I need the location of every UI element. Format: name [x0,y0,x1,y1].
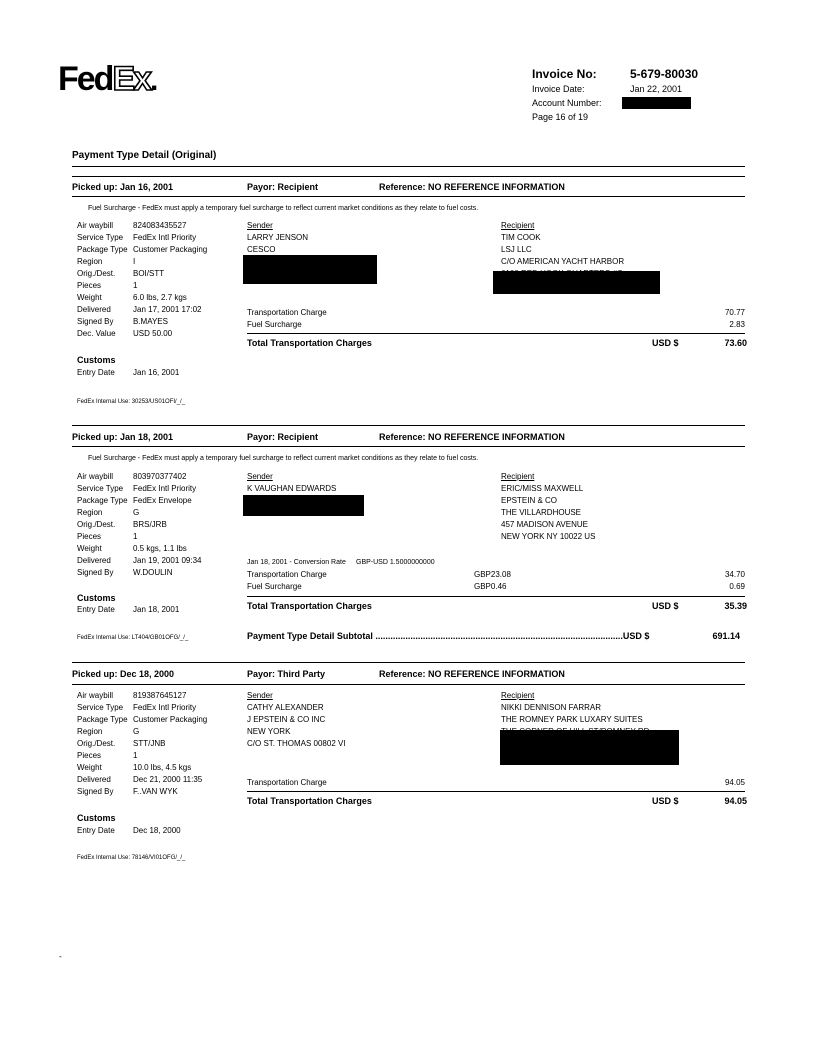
shipment-1-sender [247,220,308,256]
recipient-line: ERIC/MISS MAXWELL [501,484,584,493]
customs-heading: Customs [77,813,116,823]
service-type-value: FedEx Intl Priority [133,233,197,242]
total-currency: USD $ [652,338,679,348]
label-signed-by: Signed By [77,568,114,577]
delivered-value: Jan 19, 2001 09:34 [133,556,202,565]
label-package-type: Package Type [77,496,128,505]
sender-line: CESCO [247,245,276,254]
recipient-line: NEW YORK NY 10022 US [501,532,596,541]
total-currency: USD $ [652,601,679,611]
label-weight: Weight [77,293,102,302]
section-title-rule [72,166,745,167]
signed-by-value: W.DOULIN [133,568,173,577]
shipment-1-reference: Reference: NO REFERENCE INFORMATION [379,182,565,192]
orig-dest-value: STT/JNB [133,739,166,748]
recipient-line: THE ROMNEY PARK LUXARY SUITES [501,715,643,724]
shipment-3-header-rule [72,684,745,685]
recipient-line: C/O AMERICAN YACHT HARBOR [501,257,625,266]
package-type-value: Customer Packaging [133,715,208,724]
label-air-waybill: Air waybill [77,221,114,230]
recipient-heading: Recipient [501,221,535,230]
shipment-2-top-rule [72,425,745,426]
entry-date-value: Jan 18, 2001 [133,605,180,614]
label-delivered: Delivered [77,305,111,314]
shipment-2-sender [247,471,336,495]
total-label: Total Transportation Charges [247,601,372,611]
shipment-2-picked-up: Picked up: Jan 18, 2001 [72,432,174,442]
label-service-type: Service Type [77,233,124,242]
account-number-label: Account Number: [532,98,602,108]
entry-date-label: Entry Date [77,605,115,614]
sender-line: K VAUGHAN EDWARDS [247,484,337,493]
sender-heading: Sender [247,221,273,230]
shipment-1-values [133,220,207,340]
sender-line: CATHY ALEXANDER [247,703,324,712]
label-region: Region [77,727,103,736]
invoice-no-label: Invoice No: [532,67,597,81]
weight-value: 6.0 lbs, 2.7 kgs [133,293,187,302]
entry-date-label: Entry Date [77,826,115,835]
air-waybill-value: 824083435527 [133,221,187,230]
recipient-line: THE VILLARDHOUSE [501,508,582,517]
fuel-surcharge-label: Fuel Surcharge [247,582,302,591]
service-type-value: FedEx Intl Priority [133,703,197,712]
signed-by-value: B.MAYES [133,317,168,326]
shipment-3-labels [77,690,128,798]
recipient-line: NIKKI DENNISON FARRAR [501,703,602,712]
label-orig-dest: Orig./Dest. [77,739,116,748]
conversion-rate: GBP-USD 1.5000000000 [356,559,435,566]
redaction-recipient-address [500,730,679,765]
delivered-value: Jan 17, 2001 17:02 [133,305,202,314]
transportation-charge-label: Transportation Charge [247,570,327,579]
transportation-charge-label: Transportation Charge [247,778,327,787]
weight-value: 0.5 kgs, 1.1 lbs [133,544,187,553]
dec-value-value: USD 50.00 [133,329,173,338]
label-weight: Weight [77,763,102,772]
shipment-2-fuel-note: Fuel Surcharge - FedEx must apply a temporary fuel surcharge to reflect current market conditions as they relate to fuel costs. [88,455,479,462]
pieces-value: 1 [133,281,138,290]
recipient-line: LSJ LLC [501,245,532,254]
total-amount: 73.60 [724,338,747,348]
shipment-1-picked-up: Picked up: Jan 16, 2001 [72,182,174,192]
service-type-value: FedEx Intl Priority [133,484,197,493]
fuel-surcharge-label: Fuel Surcharge [247,320,302,329]
package-type-value: FedEx Envelope [133,496,192,505]
label-delivered: Delivered [77,556,111,565]
pieces-value: 1 [133,751,138,760]
total-amount: 94.05 [724,796,747,806]
shipment-2-labels [77,471,128,579]
transportation-charge-amount: 70.77 [724,308,745,317]
fedex-logo [58,60,156,99]
transportation-charge-amount: 34.70 [724,570,745,579]
label-package-type: Package Type [77,715,128,724]
label-service-type: Service Type [77,703,124,712]
shipment-1-header-rule [72,196,745,197]
region-value: I [133,257,136,266]
sender-heading: Sender [247,691,273,700]
signed-by-value: F..VAN WYK [133,787,178,796]
shipment-1-fuel-note: Fuel Surcharge - FedEx must apply a temporary fuel surcharge to reflect current market conditions as they relate to fuel costs. [88,205,479,212]
invoice-no-value: 5-679-80030 [630,67,699,81]
recipient-heading: Recipient [501,472,535,481]
subtotal-label: Payment Type Detail Subtotal ...................................................................................................USD $ [247,631,650,641]
label-region: Region [77,257,103,266]
recipient-line: 457 MADISON AVENUE [501,520,588,529]
pieces-value: 1 [133,532,138,541]
label-region: Region [77,508,103,517]
weight-value: 10.0 lbs, 4.5 kgs [133,763,192,772]
recipient-heading: Recipient [501,691,535,700]
shipment-3-reference: Reference: NO REFERENCE INFORMATION [379,669,565,679]
entry-date-value: Dec 18, 2000 [133,826,181,835]
label-weight: Weight [77,544,102,553]
shipment-2-values [133,471,202,579]
entry-date-value: Jan 16, 2001 [133,368,180,377]
label-package-type: Package Type [77,245,128,254]
total-label: Total Transportation Charges [247,338,372,348]
label-air-waybill: Air waybill [77,691,114,700]
label-service-type: Service Type [77,484,124,493]
internal-use: FedEx Internal Use: 30253/US01OFI/_/_ [77,399,186,405]
orig-dest-value: BOI/STT [133,269,165,278]
label-orig-dest: Orig./Dest. [77,520,116,529]
sender-heading: Sender [247,472,273,481]
fuel-surcharge-gbp: GBP0.46 [474,582,507,591]
redaction-recipient-address [493,271,660,294]
totals-rule [247,596,745,597]
label-pieces: Pieces [77,281,102,290]
section-title: Payment Type Detail (Original) [72,150,217,161]
shipment-2-recipient [501,471,595,543]
label-signed-by: Signed By [77,317,114,326]
air-waybill-value: 803970377402 [133,472,187,481]
redaction-sender-address [243,495,364,516]
shipment-2-payor: Payor: Recipient [247,432,319,442]
logo-fed: Fed [58,60,113,98]
subtotal-amount: 691.14 [712,631,740,641]
internal-use: FedEx Internal Use: 78146/VI01OFG/_/_ [77,855,186,861]
sender-line: LARRY JENSON [247,233,309,242]
air-waybill-value: 819387645127 [133,691,187,700]
label-dec-value: Dec. Value [77,329,116,338]
label-orig-dest: Orig./Dest. [77,269,116,278]
shipment-3-payor: Payor: Third Party [247,669,326,679]
recipient-line: EPSTEIN & CO [501,496,558,505]
region-value: G [133,508,140,517]
shipment-2-header-rule [72,446,745,447]
orig-dest-value: BRS/JRB [133,520,167,529]
shipment-1-labels [77,220,128,340]
fuel-surcharge-amount: 0.69 [729,582,745,591]
label-pieces: Pieces [77,532,102,541]
logo-ex: Ex [112,60,151,98]
label-signed-by: Signed By [77,787,114,796]
shipment-3-values [133,690,207,798]
internal-use: FedEx Internal Use: LT404/GB01OFG/_/_ [77,635,189,641]
customs-heading: Customs [77,355,116,365]
invoice-date-label: Invoice Date: [532,84,585,94]
total-amount: 35.39 [724,601,747,611]
shipment-1-payor: Payor: Recipient [247,182,319,192]
label-delivered: Delivered [77,775,111,784]
region-value: G [133,727,140,736]
redaction-account-number [622,97,691,109]
sender-line: NEW YORK [247,727,291,736]
fuel-surcharge-amount: 2.83 [729,320,745,329]
totals-rule [247,333,745,334]
shipment-3-top-rule [72,662,745,663]
total-currency: USD $ [652,796,679,806]
customs-heading: Customs [77,593,116,603]
footer-mark: - [59,952,62,961]
shipment-2-reference: Reference: NO REFERENCE INFORMATION [379,432,565,442]
redaction-sender-address [243,255,377,284]
shipment-3-picked-up: Picked up: Dec 18, 2000 [72,669,175,679]
recipient-line: TIM COOK [501,233,541,242]
label-air-waybill: Air waybill [77,472,114,481]
transportation-charge-label: Transportation Charge [247,308,327,317]
shipment-3-sender [247,690,346,750]
transportation-charge-gbp: GBP23.08 [474,570,511,579]
package-type-value: Customer Packaging [133,245,208,254]
page-indicator: Page 16 of 19 [532,112,589,122]
sender-line: C/O ST. THOMAS 00802 VI [247,739,346,748]
label-pieces: Pieces [77,751,102,760]
invoice-date-value: Jan 22, 2001 [630,84,683,94]
logo-dot: . [150,64,157,97]
sender-line: J EPSTEIN & CO INC [247,715,326,724]
entry-date-label: Entry Date [77,368,115,377]
shipment-1-top-rule [72,176,745,177]
conversion-date: Jan 18, 2001 - Conversion Rate [247,559,346,566]
transportation-charge-amount: 94.05 [724,778,745,787]
total-label: Total Transportation Charges [247,796,372,806]
delivered-value: Dec 21, 2000 11:35 [133,775,203,784]
totals-rule [247,791,745,792]
